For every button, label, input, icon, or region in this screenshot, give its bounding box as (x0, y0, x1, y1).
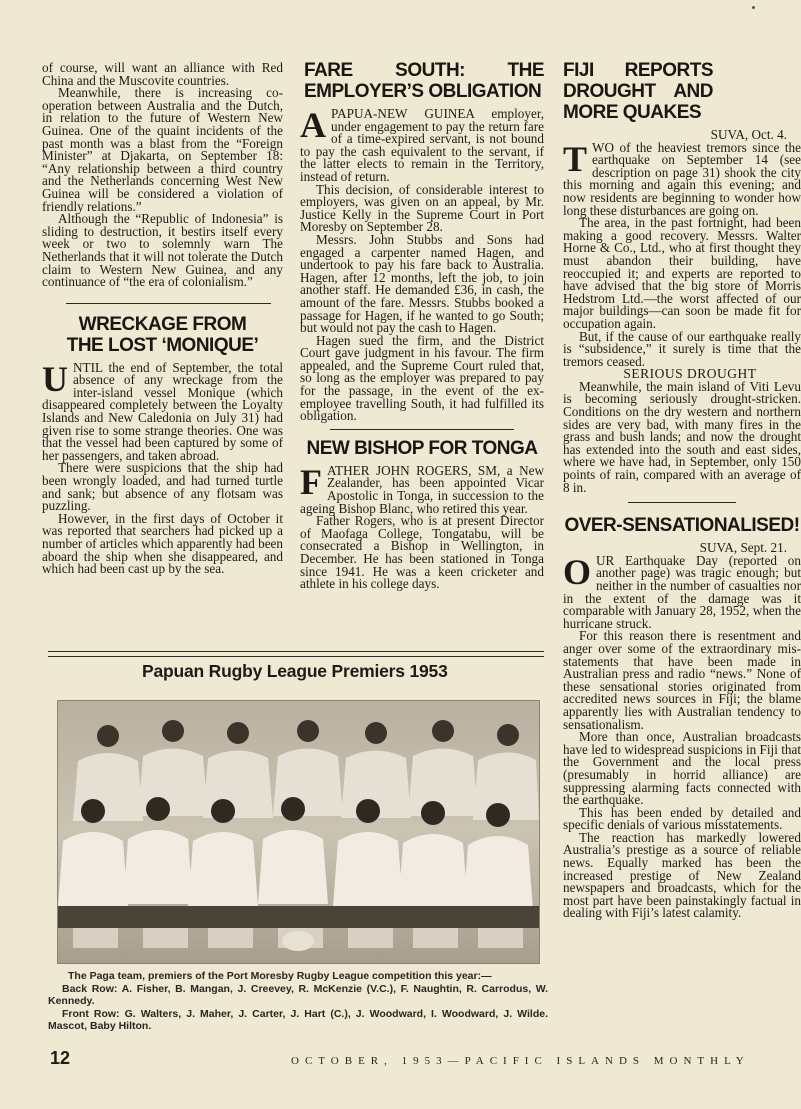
oversens-para-2: For this reason there is resentment and anger over some of the extraordinary mis-statements that have been made in Australian press and radio “news.” None of these sensational stories originated from accredited news sources in Fiji; the blame apparently lies with Australian tendency to sensationalism. (563, 628, 801, 732)
bishop-para-2: Father Rogers, who is at present Director of Maofaga College, Tongatabu, will be consecrated a Bishop in Wellington, in December. He has been stationed in Tonga since 1941. He was a keen cricketer and athlete in his college days. (300, 513, 544, 592)
fiji-para-3: But, if the cause of our earthquake really is “subsidence,” it surely is time that the tremors ceased. (563, 328, 801, 369)
page-number: 12 (50, 1048, 71, 1068)
team-photo (57, 700, 540, 964)
wreckage-first-para: UNTIL the end of September, the total absence of any wreckage from the inter-island vessel Monique (which disappeared completely between the Loyalty Islands and New Caledonia on July 31) had given rise to some strange theories. One was that the vessel had been captured by some of her passengers, and taken abroad. (42, 358, 283, 463)
fiji-headline: FIJI REPORTS DROUGHT AND MORE QUAKES (563, 60, 713, 123)
fiji-dateline: SUVA, Oct. 4. (710, 127, 787, 142)
fiji-para-2: The area, in the past fortnight, had been making a good recovery. Messrs. Walter Horne & Co., Ltd., who at first thought they must abandon their building, have reoccupied it; and experts are reported to have advised that the big store of Morris Hedstrom Ltd.—the worst affected of our major buildings—can soon be made fit for occupation again. (563, 215, 801, 331)
fiji-first-para: TWO of the heaviest tremors since the earthquake on September 14 (see description on page 31) shook the city this morning and again this evening; and now residents are beginning to wonder how long these disturbances are going on. (563, 138, 801, 218)
wreckage-headline: WRECKAGE FROM THE LOST ‘MONIQUE’ (66, 313, 259, 356)
fare-para-3: Messrs. John Stubbs and Sons had engaged a carpenter named Hagen, and undertook to pay his fare back to Australia. Hagen, after 12 months, left the job, to join another staff. He demanded £36, in cash, the amount of the fare. Messrs. Stubbs booked a passage for Hagen, if he wanted to go South; but would not pay the cash to Hagen. (300, 231, 544, 336)
oversens-dateline: SUVA, Sept. 21. (699, 540, 787, 556)
footer-text: OCTOBER, 1953—PACIFIC ISLANDS MONTHLY (291, 1055, 750, 1067)
wreckage-para-3: However, in the first days of October it was reported that searchers had picked up a number of articles which apparently had been aboard the ship when she disappeared, and which had been cast up by the sea. (42, 510, 283, 577)
oversens-headline: OVER-SENSATIONALISED! (564, 515, 800, 537)
drought-para: Meanwhile, the main island of Viti Levu is becoming seriously drought-stricken. Conditions on the dry western and northern sides are very bad, with many fires in the grass and bush lands; and now the drought has extended into the south and east sides, where we have had, in September, only 150 points of rain, compared with an average of 8 in. (563, 378, 801, 495)
drought-subhead: SERIOUS DROUGHT (623, 366, 757, 382)
col1-para-3: Although the “Republic of Indonesia” is sliding to destruction, it bestirs itself every week or two to solemnly warn The Netherlands that it will not tolerate the Dutch claim to Western New Guinea, and any continuance of “the era of colonialism.” (42, 211, 283, 290)
oversens-para-5: The reaction has markedly lowered Australia’s prestige as a source of reliable news. Equally marked has been the increased prestige of New Zealand newspapers and broadcasts, which for the most part have been painstakingly factual in dealing with Fiji’s latest calamity. (563, 829, 801, 921)
dropcap: U (42, 358, 68, 399)
oversens-first-para: OUR Earthquake Day (reported on another page) was tragic enough; but neither in the number of casualties nor in the extent of the damage was it comparable with January 28, 1952, when the hurricane struck. (563, 551, 801, 631)
divider (628, 502, 735, 503)
section-double-rule (48, 651, 544, 657)
divider (330, 429, 514, 430)
divider (66, 303, 271, 304)
dropcap: F (300, 461, 322, 502)
fare-para-4: Hagen sued the firm, and the District Court gave judgment in his favour. The firm appealed, and the Supreme Court ruled that, so long as the employer was prepared to pay for the passage, in the event of the ex-employee travelling South, it had fulfilled its obligation. (300, 332, 544, 424)
col1-para-1: of course, will want an alliance with Red China and the Muscovite countries. (42, 60, 283, 88)
photo-caption (48, 970, 548, 1033)
column-2 (300, 60, 544, 591)
fare-first-para: APAPUA-NEW GUINEA employer, under engagement to pay the return fare of a time-expired servant, is not bound to pay the cash equivalent to the servant, if the latter elects to remain in the Territory, instead of return. (300, 105, 544, 184)
oversens-para-3: More than once, Australian broadcasts have led to widespread suspicions in Fiji that the Government and the local press (presumably in horrid alliance) are suppressing alarming facts connected with the earthquake. (563, 729, 801, 808)
oversens-para-4: This has been ended by detailed and specific denials of various misstatements. (563, 804, 801, 833)
bishop-headline: NEW BISHOP FOR TONGA (306, 437, 538, 459)
caption-line-1: The Paga team, premiers of the Port Moresby Rugby League competition this year:— (68, 970, 492, 982)
fare-para-2: This decision, of considerable interest to employers, was given on an appeal, by Mr. Justice Kelly in the Supreme Court in Port Moresby on September 28. (300, 181, 544, 235)
col1-para-2: Meanwhile, there is increasing co-operation between Australia and the Dutch, in relation to the future of Western New Guinea. One of the quaint incidents of the past month was a blast from the “Foreign Minister” at Djakarta, on September 18: “Any relationship between a third country and the Netherlands concerning West New Guinea will be considered a violation of friendly relations.” (42, 85, 283, 214)
ink-dot (752, 6, 755, 9)
photo-title: Papuan Rugby League Premiers 1953 (142, 661, 448, 681)
caption-line-3: Front Row: G. Walters, J. Maher, J. Carter, J. Hart (C.), J. Woodward, I. Woodward, J. Wilde. Mascot, Baby Hilton. (48, 1007, 548, 1032)
wreckage-para-2: There were suspicions that the ship had been wrongly loaded, and had turned turtle and sank; but absence of any flotsam was puzzling. (42, 460, 283, 514)
dropcap: T (563, 138, 588, 179)
dropcap: A (300, 105, 326, 145)
dropcap: O (563, 551, 592, 592)
column-3 (563, 60, 801, 1050)
column-1 (42, 62, 283, 576)
team-photo-image (58, 701, 539, 963)
fare-headline: FARE SOUTH: THE EMPLOYER’S OBLIGATION (304, 60, 544, 102)
caption-line-2: Back Row: A. Fisher, B. Mangan, J. Creevey, R. McKenzie (V.C.), F. Naughtin, R. Carrodus, W. Kennedy. (48, 982, 548, 1007)
bishop-first-para: FATHER JOHN ROGERS, SM, a New Zealander, has been appointed Vicar Apostolic in Tonga, in succession to the ageing Bishop Blanc, who retired this year. (300, 461, 544, 516)
